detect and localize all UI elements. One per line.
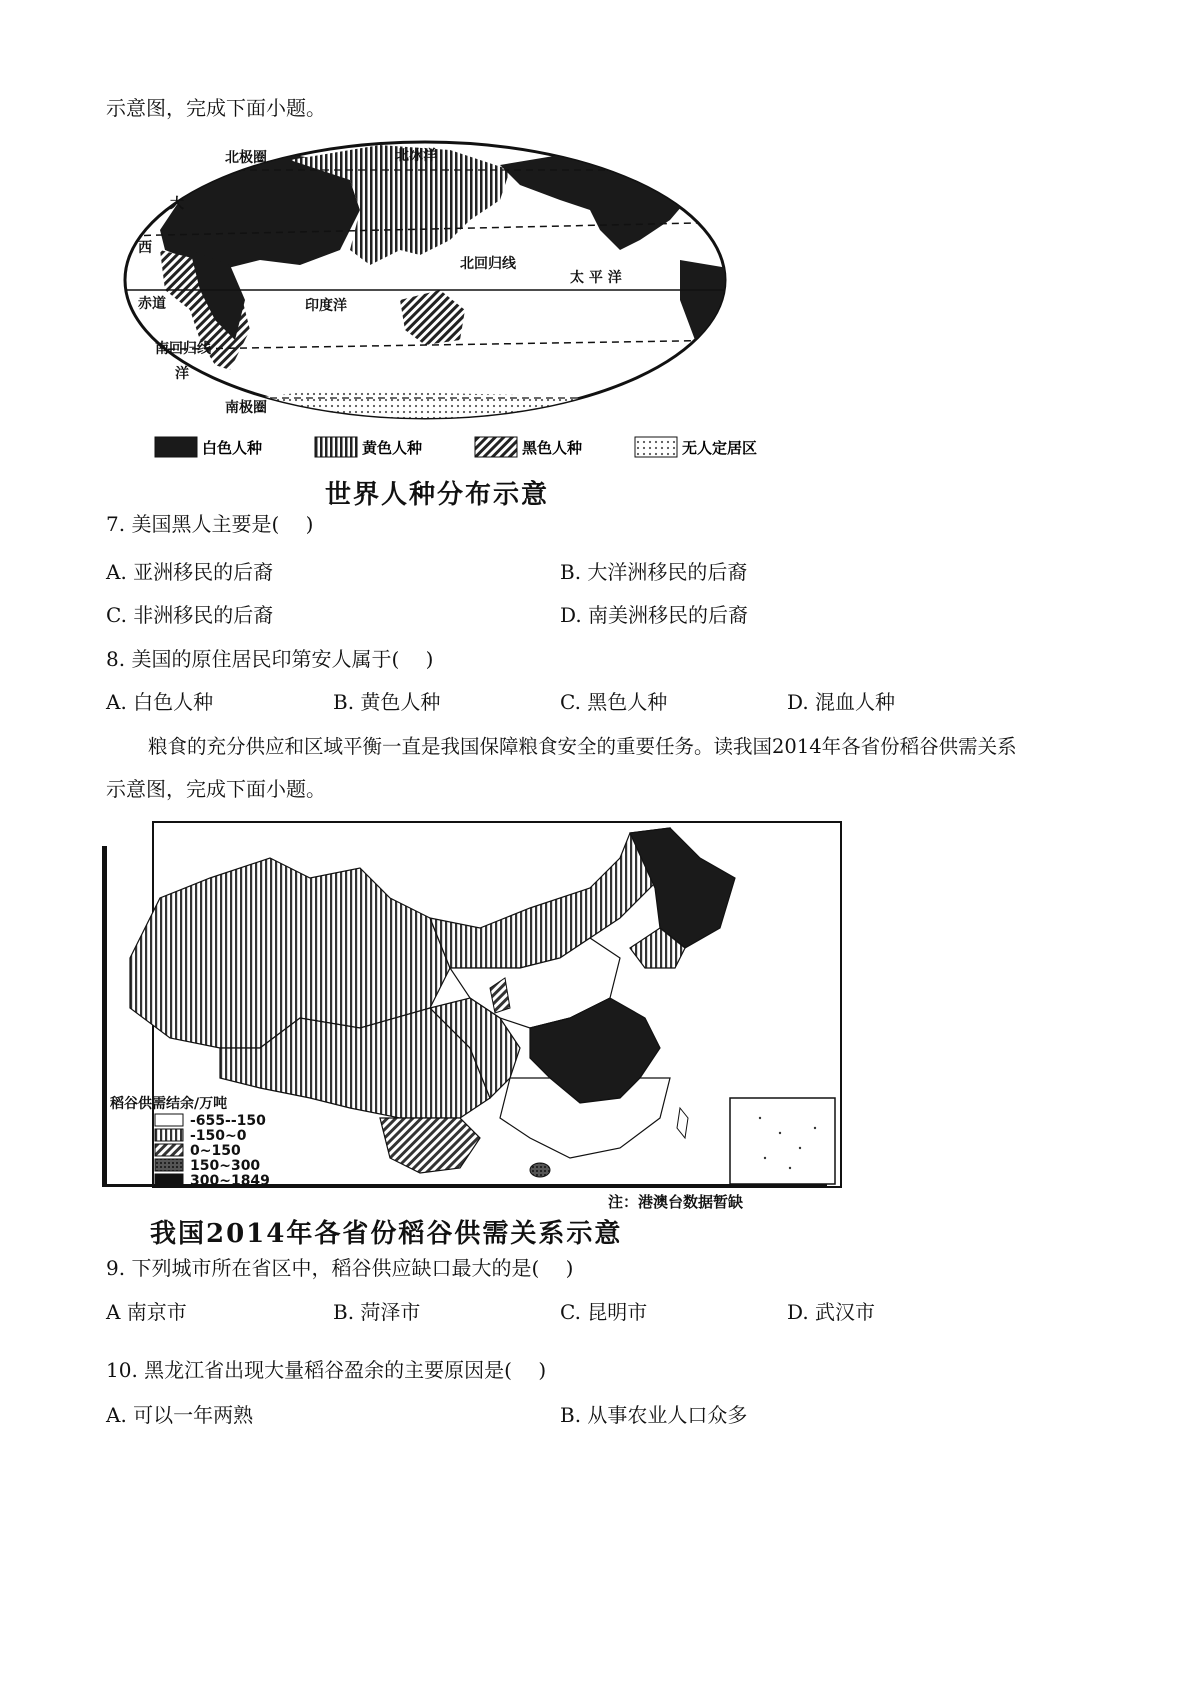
map-label-yang: 洋 <box>175 366 189 382</box>
q7-option-a[interactable]: A. 亚洲移民的后裔 <box>106 560 274 584</box>
map2-caption: 我国2014年各省份稻谷供需关系示意 <box>150 1219 623 1249</box>
q8-option-a[interactable]: A. 白色人种 <box>106 690 214 714</box>
legend-black: 黑色人种 <box>522 439 583 457</box>
pacific-label: 太 平 洋 <box>570 270 622 286</box>
q7-option-b[interactable]: B. 大洋洲移民的后裔 <box>560 560 748 584</box>
map2-legend-title: 稻谷供需结余/万吨 <box>110 1096 228 1112</box>
q9-option-c[interactable]: C. 昆明市 <box>560 1300 648 1324</box>
q10-stem: 10. 黑龙江省出现大量稻谷盈余的主要原因是( ) <box>106 1358 547 1382</box>
q8-option-c[interactable]: C. 黑色人种 <box>560 690 668 714</box>
q10-option-b[interactable]: B. 从事农业人口众多 <box>560 1403 748 1427</box>
north-pole-circle-label: 北极圈 <box>225 150 267 166</box>
legend-white: 白色人种 <box>202 439 263 457</box>
legend-range-4: 150~300 <box>190 1158 261 1174</box>
q8-stem: 8. 美国的原住居民印第安人属于( ) <box>106 647 434 671</box>
tropic-of-capricorn-label: 南回归线 <box>155 341 211 357</box>
map-label-da: 大 <box>170 196 184 212</box>
intro-text: 示意图，完成下面小题。 <box>106 96 326 120</box>
map1-legend <box>155 437 757 457</box>
q9-option-a[interactable]: A 南京市 <box>106 1300 187 1324</box>
q9-stem: 9. 下列城市所在省区中，稻谷供应缺口最大的是( ) <box>106 1256 574 1280</box>
map2-legend <box>109 1095 270 1189</box>
q9-option-d[interactable]: D. 武汉市 <box>787 1300 876 1324</box>
indian-ocean-label: 印度洋 <box>305 298 347 314</box>
q8-option-d[interactable]: D. 混血人种 <box>787 690 896 714</box>
antarctic-circle-label: 南极圈 <box>225 400 267 416</box>
legend-range-5: 300~1849 <box>190 1173 270 1189</box>
legend-yellow: 黄色人种 <box>362 439 423 457</box>
legend-range-2: -150~0 <box>190 1128 247 1144</box>
map1-caption: 世界人种分布示意 <box>325 480 550 510</box>
map-label-xi: 西 <box>138 240 152 256</box>
equator-label: 赤道 <box>138 296 166 312</box>
q8-option-b[interactable]: B. 黄色人种 <box>333 690 441 714</box>
q7-option-d[interactable]: D. 南美洲移民的后裔 <box>560 603 749 627</box>
q9-option-b[interactable]: B. 菏泽市 <box>333 1300 421 1324</box>
arctic-ocean-label: 北冰洋 <box>395 148 437 164</box>
legend-range-1: -655--150 <box>190 1113 266 1129</box>
intro2-line1: 粮食的充分供应和区域平衡一直是我国保障粮食安全的重要任务。读我国2014年各省份稻谷供需关系 <box>148 735 1017 758</box>
china-rice-map <box>100 818 845 1218</box>
q7-option-c[interactable]: C. 非洲移民的后裔 <box>106 603 274 627</box>
intro2-line2: 示意图，完成下面小题。 <box>106 777 326 801</box>
legend-range-3: 0~150 <box>190 1143 241 1159</box>
map2-note: 注：港澳台数据暂缺 <box>608 1193 744 1211</box>
q10-option-a[interactable]: A. 可以一年两熟 <box>106 1403 254 1427</box>
tropic-of-cancer-label: 北回归线 <box>460 256 516 272</box>
world-race-map <box>120 140 758 520</box>
q7-stem: 7. 美国黑人主要是( ) <box>106 512 314 536</box>
legend-uninhabited: 无人定居区 <box>682 439 758 457</box>
